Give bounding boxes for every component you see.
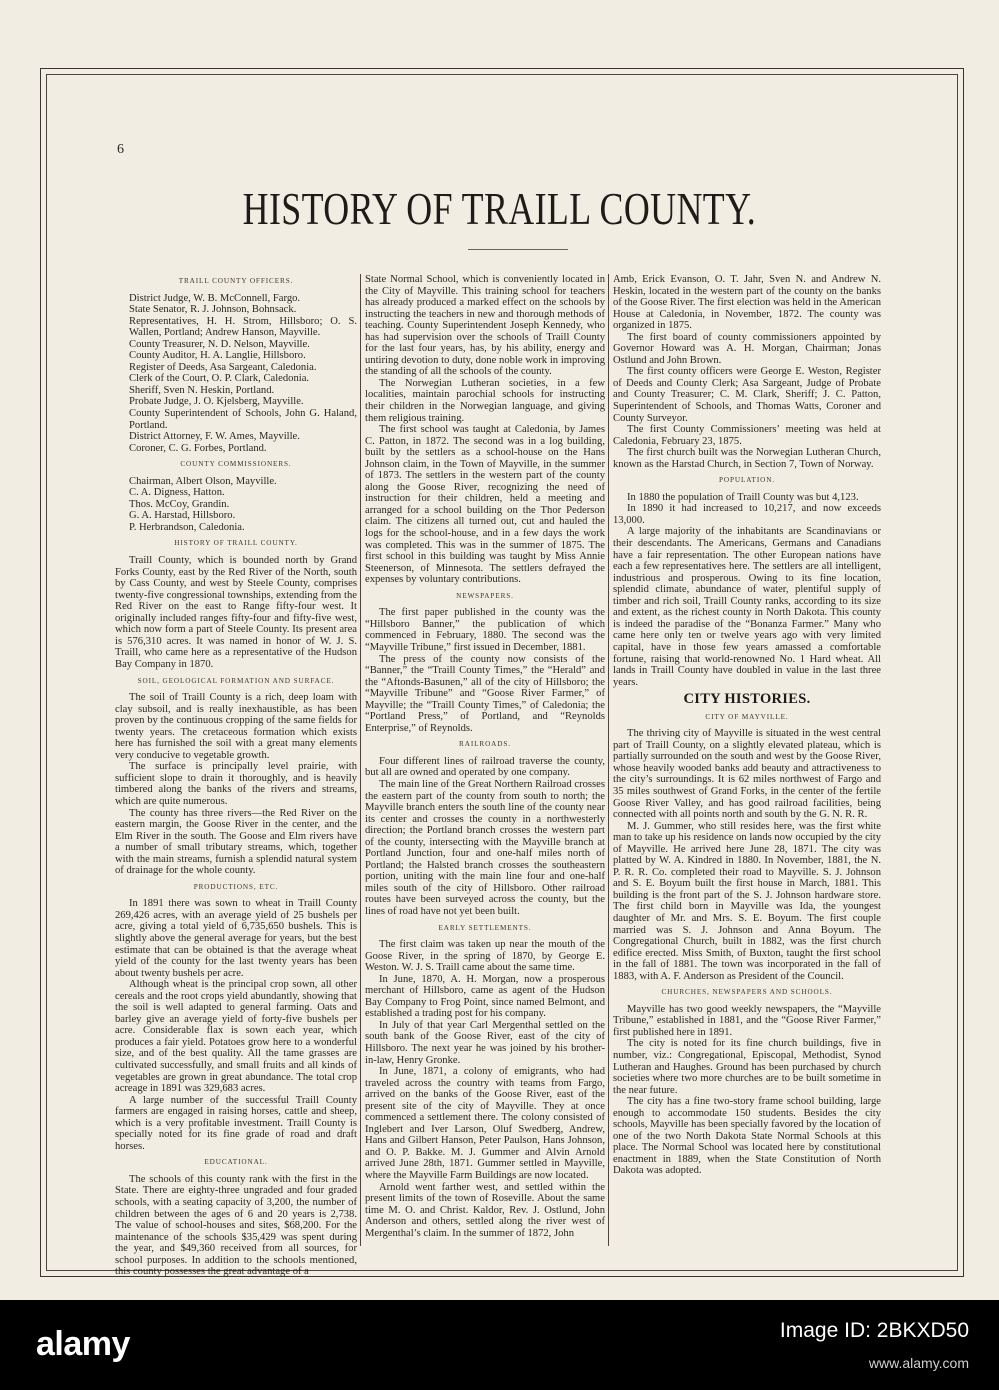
list-item: Probate Judge, J. O. Kjelsberg, Mayville. (129, 396, 304, 408)
officer-list (115, 293, 357, 455)
list-item: County Treasurer, N. D. Nelson, Mayville. (129, 338, 310, 350)
column-divider (608, 274, 609, 1246)
alamy-logo: alamy (36, 1325, 130, 1363)
paragraph: The first church built was the Norwegian Lutheran Church, known as the Harstad Church, in Section 7, Town of Norway. (613, 447, 881, 470)
paragraph: The thriving city of Mayville is situated in the west central part of Traill County, on a slightly elevated plateau, which is partially surrounded on the south and west by the Goose River, whose heavily wooded banks add beauty and attractiveness to the city’s surroundings. It is 62 miles northwest of Fargo and 35 miles southwest of Grand Forks, in the center of the fertile Goose River Valley, and has good railroad facilities, being connected with all points north and south by the G. N. R. R. (613, 728, 881, 821)
paragraph: The first board of county commissioners appointed by Governor Howard was A. H. Morgan, Chairman; Jonas Ostlund and John Brown. (613, 331, 881, 366)
paragraph: Although wheat is the principal crop sown, all other cereals and the root crops yield abundantly, showing that the soil is well adapted to general farming. Oats and barley give an average yield of forty-five bushels per acre. Considerable flax is sown each year, which produces a fair yield. Potatoes grow here to a wonderful size, and of the best quality. All the tame grasses are cultivated successfully, and small fruits and all kinds of vegetables are grown in great abundance. The total crop acreage in 1891 was 329,683 acres. (115, 979, 357, 1095)
list-item: Coroner, C. G. Forbes, Portland. (129, 442, 267, 454)
paragraph: In 1890 it had increased to 10,217, and now exceeds 13,000. (613, 503, 881, 526)
list-item: County Auditor, H. A. Langlie, Hillsboro. (129, 350, 306, 362)
paragraph: The city is noted for its fine church buildings, five in number, viz.: Congregational, Episcopal, Methodist, Synod Lutheran and Haughes. Ground has been purchased by church societies where two more churches are to be built sometime in the near future. (613, 1038, 881, 1096)
paragraph: The surface is principally level prairie, with sufficient slope to drain it thoroughly, and is heavily timbered along the banks of the rivers and streams, which are quite numerous. (115, 761, 357, 807)
paragraph: The first school was taught at Caledonia, by James C. Patton, in 1872. The second was in a log building, built by the settlers as a school-house on the Hans Johnson claim, in the Town of Mayville, in the summer of 1873. The settlers in the western part of the county along the Goose River, recognizing the need of instruction for their children, held a meeting and arranged for a school building on the Thor Pederson claim. The citizens all turned out, cut and hauled the logs for the school-house, and in a few days the work was completed. This was in the summer of 1875. The first school in this building was taught by Miss Annie Steenerson, of Minnesota. The settlers defrayed the expenses by voluntary contributions. (365, 424, 605, 586)
section-heading: SOIL, GEOLOGICAL FORMATION AND SURFACE. (137, 676, 335, 685)
paragraph: State Normal School, which is conveniently located in the City of Mayville. This training school for teachers has already produced a marked effect on the schools by instructing the teachers in new and thorough methods of teaching. County Superintendent Joseph Kennedy, who has had supervision over the schools of Traill County for the last four years, has, by his ability, energy and untiring devotion to duty, done noble work in improving the standing of all the schools of the county. (365, 274, 605, 378)
list-item: County Superintendent of Schools, John G. Haland, Portland. (129, 408, 357, 431)
list-item: District Judge, W. B. McConnell, Fargo. (129, 292, 301, 304)
paragraph: The county has three rivers—the Red River on the eastern margin, the Goose River in the center, and the Elm River in the south. The Goose and Elm rivers have a number of small tributary streams, which, together with the main streams, furnish a splendid natural system of drainage for the whole county. (115, 807, 357, 877)
watermark-footer (0, 1300, 999, 1390)
image-id-label: Image ID: 2BKXD50 (779, 1319, 969, 1342)
section-heading: RAILROADS. (459, 740, 511, 749)
section-heading: COUNTY COMMISSIONERS. (180, 460, 292, 469)
list-item: P. Herbrandson, Caledonia. (129, 521, 245, 533)
paragraph: A large number of the successful Traill County farmers are engaged in raising horses, cattle and sheep, which is a very profitable investment. Traill County is specially noted for its fine grade of road and draft horses. (115, 1094, 357, 1152)
section-heading: NEWSPAPERS. (456, 591, 514, 600)
section-heading: PRODUCTIONS, ETC. (193, 882, 279, 891)
paragraph: In June, 1870, A. H. Morgan, now a prosperous merchant of Hillsboro, came as agent of the Hudson Bay Company to Frog Point, since named Belmont, and established a trading post for his company. (365, 973, 605, 1020)
column-2 (365, 274, 605, 1246)
paragraph: In 1880 the population of Traill County was but 4,123. (627, 491, 859, 503)
column-1 (115, 274, 357, 1278)
article-columns (115, 274, 883, 1278)
list-item: G. A. Harstad, Hillsboro. (129, 510, 236, 522)
paragraph: In July of that year Carl Mergenthal settled on the south bank of the Goose River, east of the city of Hillsboro. The next year he was joined by his brother-in-law, Henry Gronke. (365, 1019, 605, 1066)
paragraph: Four different lines of railroad traverse the county, but all are owned and operated by one company. (365, 755, 605, 779)
paragraph: A large majority of the inhabitants are Scandinavians or their descendants. The Americans, Germans and Canadians have a fair representation. The other European nations have each a few representatives here. The settlers are all intelligent, industrious and prosperous. Owing to its fine location, splendid climate, abundance of water, plentiful supply of timber and rich soil, Traill County ranks, according to its size and extent, as the richest county in North Dakota. This county is indeed the paradise of the “Bonanza Farmer.” Many who came here only ten or twelve years ago with very limited capital, have in those few years amassed a comfortable fortune, raising that world-renowned No. 1 Hard wheat. All lands in Traill County have doubled in value in the last three years. (613, 526, 881, 688)
paragraph: The press of the county now consists of the “Banner,” the “Traill County Times,” the “Herald” and the “Aftonds-Basunen,” all of the city of Hillsboro; the “Mayville Tribune” and “Goose River Farmer,” of Mayville; the “Traill County Times,” of Caledonia; the “Portland Press,” of Portland, and “Reynolds Enterprise,” of Reynolds. (365, 653, 605, 734)
page-number: 6 (117, 142, 124, 157)
paragraph: The schools of this county rank with the first in the State. There are eighty-three ungraded and four graded schools, with a seating capacity of 3,200, the number of children between the ages of 6 and 20 years is 2,738. The value of school-houses and sites, $68,200. For the maintenance of the schools $35,429 was spent during the year, and $49,360 received from all sources, for school purposes. In addition to the schools mentioned, this county possesses the great advantage of a (115, 1173, 357, 1278)
section-title: CITY HISTORIES. (683, 691, 811, 708)
paragraph: Amb, Erick Evanson, O. T. Jahr, Sven N. and Andrew N. Heskin, located in the western part of the county on the banks of the Goose River. The first election was held in the American House at Caledonia, in November, 1872. The county was organized in 1875. (613, 274, 881, 332)
column-divider (360, 274, 361, 1246)
list-item: State Senator, R. J. Johnson, Bohnsack. (129, 304, 297, 316)
paragraph: Mayville has two good weekly newspapers, the “Mayville Tribune,” established in 1881, and the “Goose River Farmer,” first published here in 1891. (613, 1003, 881, 1038)
paragraph: In 1891 there was sown to wheat in Traill County 269,426 acres, with an average yield of 25 bushels per acre, giving a total yield of 6,735,650 bushels. This is slightly above the general average for years, but the best estimate that can be obtained is that the average wheat yield of the county for the last twenty years has been about twenty bushels per acre. (115, 898, 357, 979)
paragraph: The Norwegian Lutheran societies, in a few localities, maintain parochial schools for instructing their children in the Norwegian language, and giving them religious training. (365, 377, 605, 424)
list-item: Register of Deeds, Asa Sargeant, Caledonia. (129, 361, 317, 373)
section-heading: HISTORY OF TRAILL COUNTY. (174, 539, 298, 548)
title-divider (468, 249, 568, 250)
paragraph: The first claim was taken up near the mouth of the Goose River, in the spring of 1870, by George E. Weston. W. J. S. Traill came about the same time. (365, 939, 605, 974)
paragraph: The main line of the Great Northern Railroad crosses the eastern part of the county from south to north; the Mayville branch enters the south line of the county near its center and crosses the county in a northwesterly direction; the Portland branch crosses the western part of the county, intersecting with the Mayville branch at Portland Junction, four and one-half miles north of Portland; the Halsted branch crosses the southeastern portion, uniting with the main line four and one-half miles south of the city of Hillsboro. Other railroad routes have been surveyed across the county, but the lines of road have not yet been built. (365, 778, 605, 917)
list-item: Sheriff, Sven N. Heskin, Portland. (129, 384, 275, 396)
section-heading: EARLY SETTLEMENTS. (438, 923, 532, 932)
section-heading: TRAILL COUNTY OFFICERS. (178, 277, 294, 285)
paragraph: In June, 1871, a colony of emigrants, who had traveled across the country with teams from Fargo, arrived on the banks of the Goose River, east of the present site of the city of Mayville. They at once commenced a settlement there. The colony consisted of Inglebert and Iver Larson, Oluf Swedberg, Andrew, Hans and Gilbert Hanson, Peter Paulson, Hans Johnson, and O. P. Bakke. M. J. Gummer and Alvin Arnold arrived June 28th, 1871. Gummer settled in Mayville, where the Mayville Farm Buildings are now located. (365, 1066, 605, 1182)
column-3 (613, 274, 881, 1246)
paragraph: M. J. Gummer, who still resides here, was the first white man to take up his residence on lands now occupied by the city of Mayville. He arrived here June 28, 1871. The city was platted by W. A. Kindred in 1880. In November, 1881, the N. P. R. R. Co. completed their road to Mayville. S. J. Johnson and S. E. Boyum built the first house in March, 1881. This building is the front part of the S. J. Johnson hardware store. The first child born in Mayville was Ida, the youngest daughter of Mr. and Mrs. S. E. Boyum. The first couple married was S. J. Johnson and Anna Boyum. The Congregational Church, built in 1882, was the first church edifice erected. Miss Smith, of Buxton, taught the first school in the fall of 1881. The town was incorporated in the fall of 1883, with A. F. Anderson as President of the Council. (613, 820, 881, 982)
paragraph: The city has a fine two-story frame school building, large enough to accommodate 150 students. Besides the city schools, Mayville has been specially favored by the location of one of the two North Dakota State Normal Schools at this place. The Normal School was located here by constitutional enactment in 1889, when the State Constitution of North Dakota was adopted. (613, 1096, 881, 1177)
page-title: HISTORY OF TRAILL COUNTY. (242, 183, 757, 234)
list-item: District Attorney, F. W. Ames, Mayville. (129, 431, 300, 443)
list-item: Clerk of the Court, O. P. Clark, Caledonia. (129, 373, 310, 385)
list-item: Chairman, Albert Olson, Mayville. (129, 475, 277, 487)
section-heading: EDUCATIONAL. (204, 1158, 268, 1167)
paragraph: The soil of Traill County is a rich, deep loam with clay subsoil, and is really inexhaustible, as has been proven by the continuous cropping of the same fields for twenty years. The cretaceous formation which exists here has furnished the soil with a great many elements very conducive to vegetable growth. (115, 692, 357, 761)
section-heading: CHURCHES, NEWSPAPERS AND SCHOOLS. (661, 988, 833, 997)
paragraph: The first County Commissioners’ meeting was held at Caledonia, February 23, 1875. (613, 424, 881, 447)
section-heading: POPULATION. (718, 476, 776, 485)
list-item: Thos. McCoy, Grandin. (129, 498, 230, 510)
paragraph: The first paper published in the county was the “Hillsboro Banner,” the publication of which commenced in February, 1880. The second was the “Mayville Tribune,” first issued in December, 1881. (365, 607, 605, 653)
paragraph: Arnold went farther west, and settled within the present limits of the town of Roseville. About the same time M. O. and Christ. Kaldor, Rev. J. Ostlund, John Anderson and others, settled along the river west of Mergenthal’s claim. In the summer of 1872, John (365, 1181, 605, 1239)
paragraph: Traill County, which is bounded north by Grand Forks County, east by the Red River of the North, south by Cass County, and west by Steele County, comprises twenty-five congressional townships, extending from the Red River on the east to Range fifty-four west. It originally included ranges fifty-four and fifty-five west, which now form a part of Steele County. Its present area is 576,310 acres. It was named in honor of W. J. S. Traill, who came here as a representative of the Hudson Bay Company in 1870. (115, 555, 357, 670)
list-item: C. A. Digness, Hatton. (129, 487, 225, 499)
officer-list (115, 476, 357, 534)
list-item: Representatives, H. H. Strom, Hillsboro; O. S. Wallen, Portland; Andrew Hanson, Mayville. (129, 315, 357, 339)
paragraph: The first county officers were George E. Weston, Register of Deeds and County Clerk; Asa Sargeant, Judge of Probate and County Treasurer; C. M. Clark, Sheriff; J. C. Patton, Superintendent of Schools, and Thomas Watts, Coroner and County Surveyor. (613, 366, 881, 424)
site-url: www.alamy.com (868, 1355, 969, 1371)
section-heading: CITY OF MAYVILLE. (705, 712, 789, 721)
